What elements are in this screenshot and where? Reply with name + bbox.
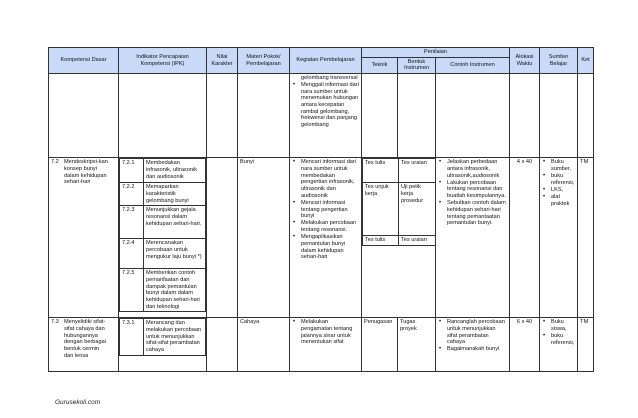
list-item: • Sebutkan contoh dalam kehidupan sehari-hari tentang pemantaatan pemantulan bunyi. xyxy=(447,200,507,227)
sumber-list xyxy=(542,319,575,346)
cell-kegiatan-continuation xyxy=(290,74,362,158)
teknik-value: Tes tulis xyxy=(363,236,399,246)
syllabus-table xyxy=(48,47,594,372)
cell-empty xyxy=(362,74,398,158)
list-item: • buku referensi, xyxy=(551,173,575,186)
header-materi: Materi Pokok/ Pembelajaran xyxy=(238,48,290,74)
indicator-list xyxy=(119,158,206,312)
contoh-list xyxy=(438,159,507,227)
bentuk-value: Tes uraian xyxy=(399,159,436,183)
indicator-text: Merancang dan melakukan percobaan untuk menunjukkan sifat-sifat perambatan cahaya xyxy=(144,319,206,356)
cell-penilaian-7-2 xyxy=(362,158,436,318)
indicator-list xyxy=(119,318,206,356)
cell-indikator-7-3 xyxy=(119,318,207,372)
indicator-text: Memberikan contoh pemanfaatan dan dampak pemantulan bunyi dalam dalam kehidupan sehari-hari dan teknologi xyxy=(144,269,206,312)
contoh-list xyxy=(438,319,507,353)
kegiatan-continuation-list xyxy=(292,82,359,129)
indicator-text: Memaparkan karakteristik gelombang bunyi xyxy=(144,183,206,206)
cell-indikator-7-2 xyxy=(119,158,207,318)
list-item: • Melakukan percobaan tentang resonansi. xyxy=(301,220,359,233)
cell-empty xyxy=(510,74,540,158)
kegiatan-list xyxy=(292,319,359,346)
list-item: • Buku sumber, xyxy=(551,159,575,172)
list-item: • Bagaimanakah bunyi xyxy=(447,346,507,353)
list-item: • Mengaplikasikan pemantulan bunyi dalam kehidupan sehari-hari xyxy=(301,234,359,261)
header-kegiatan: Kegiatan Pembelajaran xyxy=(290,48,362,74)
cell-sumber-7-2 xyxy=(540,158,578,318)
indicator-text: Membedakan infrasonik, ultrasonik dan audiosonik xyxy=(144,159,206,183)
header-nilai-karakter: Nilai Karakter xyxy=(207,48,238,74)
cell-teknik-7-3: Penugasan xyxy=(362,318,398,372)
cell-empty xyxy=(436,74,510,158)
list-item: • Buku siswa, xyxy=(551,319,575,332)
cell-kd-7-3 xyxy=(49,318,119,372)
teknik-value: Tes unjuk kerja xyxy=(363,183,399,236)
cell-empty xyxy=(207,74,238,158)
list-item: • Rancanglah percobaan untuk menunjukkan sifat perambatan cahaya xyxy=(447,319,507,346)
cell-materi-7-2: Bunyi xyxy=(238,158,290,318)
list-item: • Jelaskan perbedaan antara infrasonik, ultrasonik,audiosonik xyxy=(447,159,507,179)
header-penilaian: Penilaian xyxy=(362,48,510,58)
cell-bentuk-7-3: Tugas proyek xyxy=(398,318,436,372)
table-row-7-2 xyxy=(49,158,594,318)
cell-alokasi-7-2: 4 x 40 xyxy=(510,158,540,318)
header-ket: Ket xyxy=(578,48,594,74)
list-item: • Melakukan pengamatan tentang jalannya sinar untuk menentukan sifat xyxy=(301,319,359,346)
header-bentuk-instrumen: Bentuk Instrumen xyxy=(398,57,436,73)
cell-alokasi-7-3: 6 x 40 xyxy=(510,318,540,372)
list-item: • Menggali informasi dari nara sumber untuk menemukan hubungan antara kecepatan rambat gelombang, frekwensi dan panjang gelombang xyxy=(301,82,359,129)
cell-materi-7-3: Cahaya xyxy=(238,318,290,372)
list-item: • buku referensi, xyxy=(551,333,575,346)
indicator-number: 7.2.4 xyxy=(120,239,144,269)
sumber-list xyxy=(542,159,575,207)
table-row-7-3 xyxy=(49,318,594,372)
header-teknik: Teknik xyxy=(362,57,398,73)
cell-kegiatan-7-2 xyxy=(290,158,362,318)
cell-nilai-karakter-7-3 xyxy=(207,318,238,372)
indicator-number: 7.2.1 xyxy=(120,159,144,183)
kegiatan-continuation-text: gelombang transversal xyxy=(301,75,358,82)
list-item: • Mencari informasi dari nara sumber untuk membedakan pengertian infrasonik, ultrasonik dan audiosonik xyxy=(301,159,359,199)
cell-kegiatan-7-3 xyxy=(290,318,362,372)
cell-nilai-karakter-7-2 xyxy=(207,158,238,318)
bentuk-value: Uji petik kerja prosedur xyxy=(399,183,436,236)
cell-sumber-7-3 xyxy=(540,318,578,372)
indicator-number: 7.2.5 xyxy=(120,269,144,312)
indicator-number: 7.2.3 xyxy=(120,206,144,239)
cell-ket-7-2: TM xyxy=(578,158,594,318)
indicator-number: 7.3.1 xyxy=(120,319,144,356)
header-alokasi: Alokasi Waktu xyxy=(510,48,540,74)
footer-watermark: Gurusekoli.com xyxy=(55,399,101,406)
header-contoh-instrumen: Contoh Instrumen xyxy=(436,57,510,73)
bentuk-value: Tes uraian xyxy=(399,236,436,246)
list-item: • Mencari informasi tentang pengertian bunyi xyxy=(301,200,359,220)
cell-empty xyxy=(119,74,207,158)
penilaian-list xyxy=(362,158,436,246)
teknik-value: Tes tulis xyxy=(363,159,399,183)
header-indikator: Indikator Pencapaian Kompetensi (IPK) xyxy=(119,48,207,74)
cell-contoh-7-2 xyxy=(436,158,510,318)
kd-number: 7.3 xyxy=(51,319,59,326)
list-item: • LKS, xyxy=(551,187,575,194)
cell-kd-7-2 xyxy=(49,158,119,318)
cell-empty xyxy=(238,74,290,158)
header-kompetensi-dasar: Kompetensi Dasar xyxy=(49,48,119,74)
indicator-text: Menunjukkan gejala resonansi dalam kehidupan sehari-hari. xyxy=(144,206,206,239)
table-row-continuation xyxy=(49,74,594,158)
cell-empty xyxy=(398,74,436,158)
kd-text: Menyelidiki sifat-sifat cahaya dan hubungannya dengan berbagai bentuk cermin dan lensa xyxy=(64,319,106,359)
cell-empty xyxy=(578,74,594,158)
cell-empty xyxy=(540,74,578,158)
list-item: • Lakukan percobaan tentang resonansi dan buatlah kesimpulannya. xyxy=(447,180,507,200)
indicator-text: Merencanakan percobaan untuk mengukur laju bunyi *) xyxy=(144,239,206,269)
header-sumber: Sumber Belajar xyxy=(540,48,578,74)
kegiatan-list xyxy=(292,159,359,261)
list-item: • alat praktek xyxy=(551,194,575,207)
cell-contoh-7-3 xyxy=(436,318,510,372)
kd-number: 7.2 xyxy=(51,159,59,166)
indicator-number: 7.2.2 xyxy=(120,183,144,206)
kd-text: Mendeskripsi-kan konsep bunyi dalam kehidupan sehari-hari xyxy=(64,159,108,186)
cell-empty xyxy=(49,74,119,158)
cell-ket-7-3: TM xyxy=(578,318,594,372)
